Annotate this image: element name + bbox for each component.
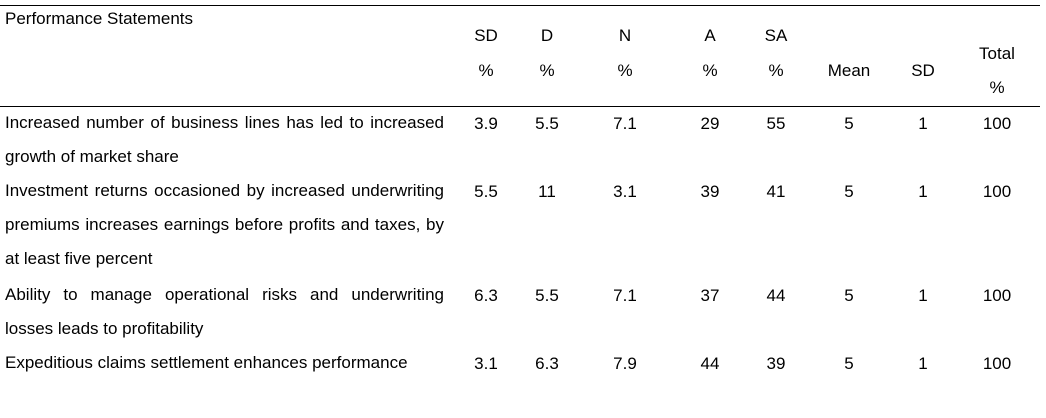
table-cell-total: 100	[982, 182, 1012, 201]
table-cell-sd: 1	[918, 286, 928, 305]
table-cell-sd-pct: 6.3	[474, 286, 498, 305]
header-mean: Mean	[827, 61, 871, 80]
table-cell-total: 100	[982, 114, 1012, 133]
header-sd-pct-unit: %	[478, 61, 494, 80]
table-cell-d-pct: 6.3	[535, 354, 559, 373]
table-cell-d-pct: 5.5	[535, 114, 559, 133]
table-cell-d-pct: 11	[538, 182, 556, 201]
header-n-pct: N	[618, 26, 632, 45]
table-cell-mean: 5	[844, 114, 854, 133]
table-cell-sd-pct: 5.5	[474, 182, 498, 201]
header-n-pct-unit: %	[617, 61, 633, 80]
table-cell-n-pct: 7.1	[613, 114, 637, 133]
table-cell-sa-pct: 55	[766, 114, 786, 133]
table-cell-sd: 1	[918, 182, 928, 201]
header-d-pct: D	[540, 26, 554, 45]
table-cell-n-pct: 7.9	[613, 354, 637, 373]
table-cell-a-pct: 37	[700, 286, 720, 305]
header-d-pct-unit: %	[539, 61, 555, 80]
table-cell-d-pct: 5.5	[535, 286, 559, 305]
header-sd: SD	[911, 61, 935, 80]
table-cell-a-pct: 44	[700, 354, 720, 373]
table-cell-sd: 1	[918, 354, 928, 373]
table-cell-mean: 5	[844, 286, 854, 305]
header-total: Total	[979, 44, 1015, 63]
table-row-statement: Expeditious claims settlement enhances performance	[5, 353, 408, 372]
header-sd-pct: SD	[474, 26, 498, 45]
table-row-statement: Increased number of business lines has led to increased growth of market share	[5, 113, 444, 166]
table-cell-a-pct: 39	[700, 182, 720, 201]
header-performance-statements: Performance Statements	[5, 9, 194, 28]
table-cell-sd-pct: 3.9	[474, 114, 498, 133]
header-sa-pct: SA	[764, 26, 788, 45]
header-a-pct: A	[704, 26, 716, 45]
header-total-unit: %	[989, 78, 1005, 97]
table-cell-n-pct: 7.1	[613, 286, 637, 305]
header-a-pct-unit: %	[702, 61, 718, 80]
table-cell-total: 100	[982, 354, 1012, 373]
table-row-statement: Investment returns occasioned by increased underwriting premiums increases earnings before profits and taxes, by at least five percent	[5, 181, 444, 268]
table-cell-sd: 1	[918, 114, 928, 133]
table-cell-n-pct: 3.1	[613, 182, 637, 201]
table-cell-mean: 5	[844, 354, 854, 373]
table-cell-sa-pct: 39	[766, 354, 786, 373]
table-cell-sd-pct: 3.1	[474, 354, 498, 373]
table-cell-total: 100	[982, 286, 1012, 305]
table-cell-sa-pct: 44	[766, 286, 786, 305]
table-cell-sa-pct: 41	[766, 182, 786, 201]
table-top-rule	[0, 5, 1040, 6]
table-cell-a-pct: 29	[700, 114, 720, 133]
table-cell-mean: 5	[844, 182, 854, 201]
table-row-statement: Ability to manage operational risks and underwriting losses leads to profitability	[5, 285, 444, 338]
header-sa-pct-unit: %	[768, 61, 784, 80]
